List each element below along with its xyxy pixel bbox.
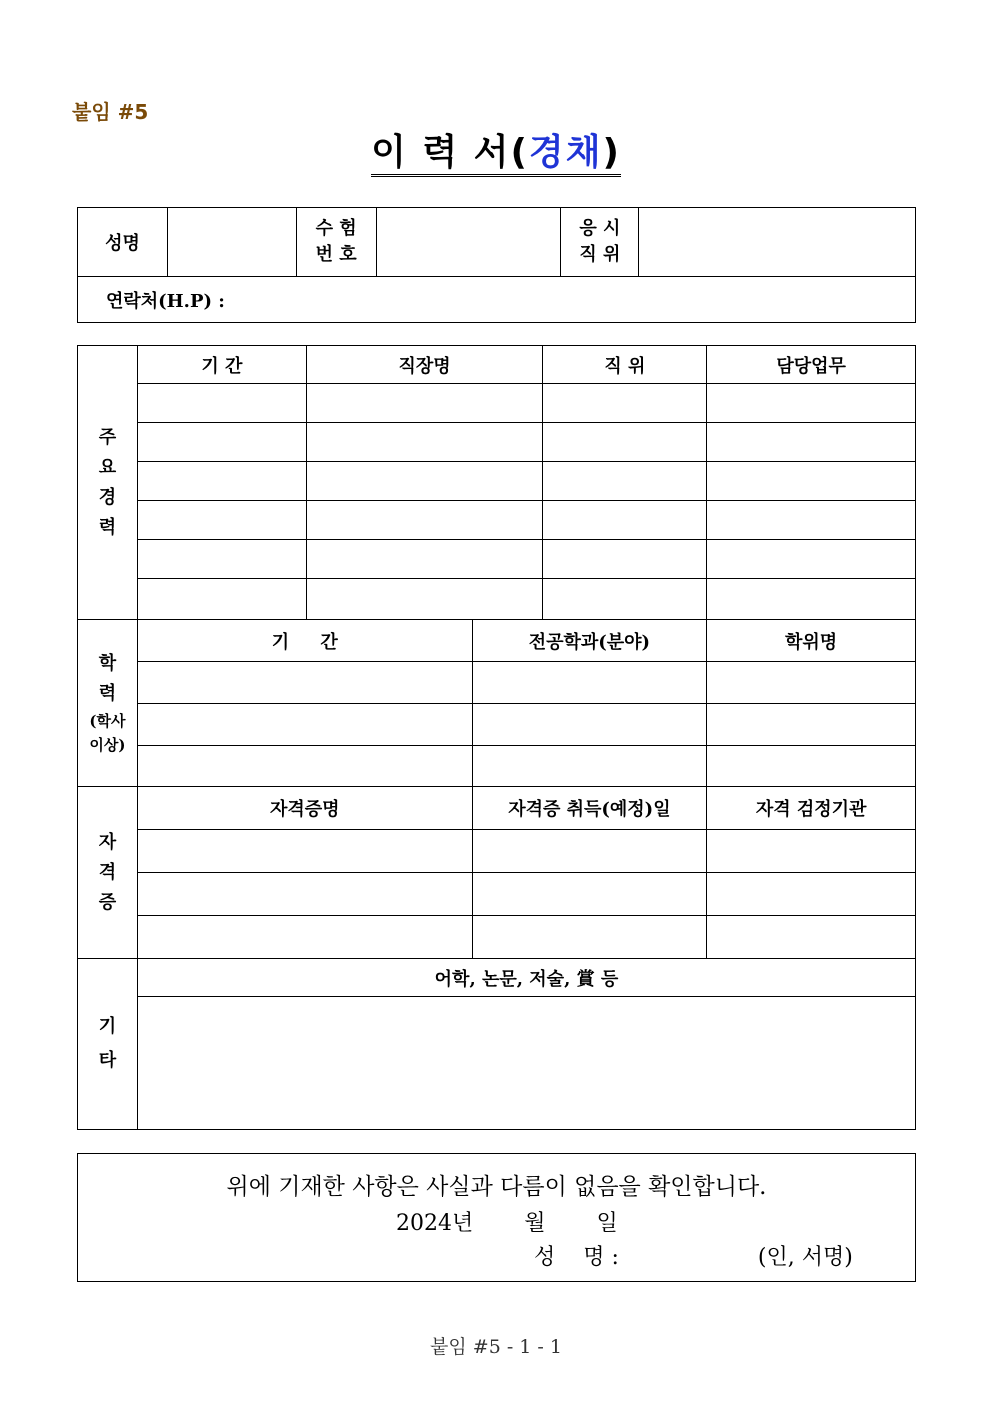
education-note: 이상) <box>89 736 126 754</box>
career-row <box>78 501 916 540</box>
education-cell[interactable] <box>707 662 916 704</box>
exam-number-field[interactable] <box>376 208 561 277</box>
certificate-cell[interactable] <box>137 830 472 873</box>
name-label: 성명 <box>78 208 168 277</box>
career-cell[interactable] <box>306 540 543 579</box>
career-cell[interactable] <box>543 423 707 462</box>
career-cell[interactable] <box>543 501 707 540</box>
name-field[interactable] <box>167 208 296 277</box>
education-cell[interactable] <box>137 662 472 704</box>
career-row <box>78 423 916 462</box>
contact-label: 연락처(H.P) : <box>106 290 225 312</box>
career-cell[interactable] <box>707 462 916 501</box>
apply-position-label <box>561 208 639 277</box>
signature-label: 성 명 : <box>534 1245 619 1270</box>
career-cell[interactable] <box>137 384 306 423</box>
career-cell[interactable] <box>137 423 306 462</box>
career-cell[interactable] <box>543 579 707 620</box>
education-cell[interactable] <box>472 704 707 746</box>
certificate-cell[interactable] <box>472 830 707 873</box>
certificate-cell[interactable] <box>707 830 916 873</box>
apply-position-field[interactable] <box>639 208 916 277</box>
education-header-degree: 학위명 <box>707 620 916 662</box>
education-header-major: 전공학과(분야) <box>472 620 707 662</box>
month-text: 월 <box>524 1211 546 1236</box>
career-cell[interactable] <box>306 423 543 462</box>
career-row <box>78 384 916 423</box>
career-cell[interactable] <box>543 462 707 501</box>
career-cell[interactable] <box>707 423 916 462</box>
career-cell[interactable] <box>137 501 306 540</box>
career-header-workplace: 직장명 <box>306 346 543 384</box>
career-cell[interactable] <box>306 501 543 540</box>
career-cell[interactable] <box>707 540 916 579</box>
basic-info-table <box>77 207 916 323</box>
page-footer: 붙임 #5 - 1 - 1 <box>430 1336 562 1358</box>
others-field[interactable] <box>137 997 915 1130</box>
career-cell[interactable] <box>137 540 306 579</box>
certificate-header-date: 자격증 취득(예정)일 <box>472 787 707 830</box>
career-header-period: 기 간 <box>137 346 306 384</box>
career-row <box>78 579 916 620</box>
career-cell[interactable] <box>306 384 543 423</box>
career-label-char: 요 <box>98 456 117 478</box>
document-title <box>0 124 992 175</box>
certificate-label-char: 자 <box>98 831 117 853</box>
career-row <box>78 540 916 579</box>
education-cell[interactable] <box>137 746 472 787</box>
certificate-cell[interactable] <box>472 873 707 916</box>
certificate-section-label <box>78 787 138 959</box>
exam-number-label-line1: 수 험 <box>315 218 357 239</box>
certificate-row <box>78 916 916 959</box>
signature-line <box>534 1240 853 1271</box>
education-cell[interactable] <box>472 746 707 787</box>
certificate-cell[interactable] <box>707 916 916 959</box>
career-cell[interactable] <box>306 579 543 620</box>
certificate-row <box>78 873 916 916</box>
title-accent: 경채 <box>528 132 603 173</box>
certificate-cell[interactable] <box>137 916 472 959</box>
career-header-position: 직 위 <box>543 346 707 384</box>
certificate-cell[interactable] <box>707 873 916 916</box>
apply-position-label-line2: 직 위 <box>579 244 621 265</box>
year-text: 2024년 <box>396 1211 474 1236</box>
exam-number-label-line2: 번 호 <box>315 244 357 265</box>
career-cell[interactable] <box>543 540 707 579</box>
day-text: 일 <box>596 1211 618 1236</box>
others-header: 어학, 논문, 저술, 賞 등 <box>137 959 915 997</box>
certificate-row <box>78 830 916 873</box>
date-line <box>396 1206 618 1237</box>
seal-text: (인, 서명) <box>757 1245 853 1270</box>
education-row <box>78 662 916 704</box>
career-header-duties: 담당업무 <box>707 346 916 384</box>
confirmation-box <box>77 1153 916 1282</box>
career-cell[interactable] <box>707 501 916 540</box>
career-cell[interactable] <box>137 462 306 501</box>
attachment-label: 붙임 #5 <box>72 100 149 124</box>
others-label-char: 기 <box>98 1016 117 1037</box>
career-label-char: 주 <box>98 426 117 448</box>
career-section-label <box>78 346 138 620</box>
certificate-header-name: 자격증명 <box>137 787 472 830</box>
career-cell[interactable] <box>306 462 543 501</box>
certificate-label-char: 증 <box>98 891 117 913</box>
certificate-header-issuer: 자격 검정기관 <box>707 787 916 830</box>
education-note: (학사 <box>89 712 126 730</box>
career-row <box>78 462 916 501</box>
career-label-char: 경 <box>98 486 117 508</box>
education-label-char: 학 <box>98 653 117 674</box>
history-table <box>77 345 916 1130</box>
education-cell[interactable] <box>707 746 916 787</box>
others-section-label <box>78 959 138 1130</box>
education-row <box>78 704 916 746</box>
contact-field[interactable] <box>78 277 916 323</box>
others-label-char: 타 <box>98 1050 117 1071</box>
exam-number-label <box>296 208 376 277</box>
education-cell[interactable] <box>472 662 707 704</box>
apply-position-label-line1: 응 시 <box>579 218 621 239</box>
career-cell[interactable] <box>707 384 916 423</box>
education-row <box>78 746 916 787</box>
title-text: 이 력 서 <box>371 132 511 173</box>
career-cell[interactable] <box>137 579 306 620</box>
certificate-cell[interactable] <box>137 873 472 916</box>
education-label-char: 력 <box>98 683 117 704</box>
confirmation-statement: 위에 기재한 사항은 사실과 다름이 없음을 확인합니다. <box>226 1174 767 1200</box>
career-label-char: 력 <box>98 516 117 538</box>
education-header-period: 기 간 <box>137 620 472 662</box>
certificate-label-char: 격 <box>98 861 117 883</box>
certificate-cell[interactable] <box>472 916 707 959</box>
education-cell[interactable] <box>707 704 916 746</box>
title-bracket-close: ) <box>602 132 621 173</box>
education-section-label <box>78 620 138 787</box>
career-cell[interactable] <box>543 384 707 423</box>
title-bracket-open: ( <box>510 132 529 173</box>
education-cell[interactable] <box>137 704 472 746</box>
career-cell[interactable] <box>707 579 916 620</box>
